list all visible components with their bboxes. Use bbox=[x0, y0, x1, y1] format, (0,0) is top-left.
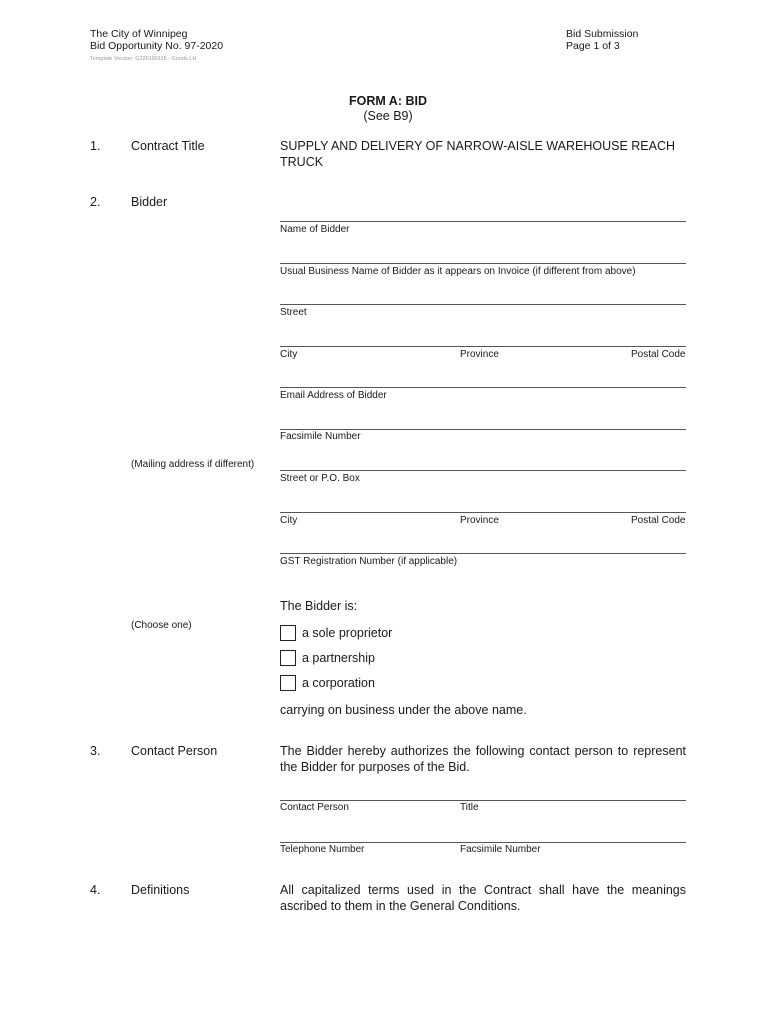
section-4-number: 4. bbox=[90, 883, 101, 897]
section-4-label: Definitions bbox=[131, 883, 190, 897]
definitions-text: All capitalized terms used in the Contract shall have the meanings ascribed to them in the General Conditions. bbox=[280, 883, 686, 913]
street-label: Street bbox=[280, 307, 307, 318]
section-3-label: Contact Person bbox=[131, 744, 218, 758]
bidder-type-heading: The Bidder is: bbox=[280, 599, 358, 613]
corporation-label: a corporation bbox=[302, 676, 375, 690]
choose-one-note: (Choose one) bbox=[131, 620, 192, 631]
sole-proprietor-checkbox[interactable] bbox=[280, 625, 296, 641]
mailing-province-label: Province bbox=[460, 515, 499, 526]
telephone-label: Telephone Number bbox=[280, 844, 365, 855]
contact-person-line[interactable] bbox=[280, 800, 686, 801]
contact-authorization-text: The Bidder hereby authorizes the following contact person to represent the Bidder for purposes of the Bid. bbox=[280, 744, 686, 774]
header-bid-opportunity: Bid Opportunity No. 97-2020 bbox=[90, 40, 224, 52]
corporation-checkbox[interactable] bbox=[280, 675, 296, 691]
business-name-label: Usual Business Name of Bidder as it appears on Invoice (if different from above) bbox=[280, 266, 636, 277]
email-label: Email Address of Bidder bbox=[280, 390, 387, 401]
header-bid-submission: Bid Submission bbox=[566, 28, 639, 40]
partnership-checkbox[interactable] bbox=[280, 650, 296, 666]
contract-title-text: SUPPLY AND DELIVERY OF NARROW-AISLE WAREHOUSE REACH TRUCK bbox=[280, 139, 676, 169]
section-2-label: Bidder bbox=[131, 195, 168, 209]
sole-proprietor-label: a sole proprietor bbox=[302, 626, 393, 640]
contact-person-label: Contact Person bbox=[280, 802, 349, 813]
form-subtitle: (See B9) bbox=[363, 109, 413, 123]
mailing-city-label: City bbox=[280, 515, 298, 526]
partnership-label: a partnership bbox=[302, 651, 375, 665]
gst-line[interactable] bbox=[280, 553, 686, 554]
mailing-city-line[interactable] bbox=[280, 512, 686, 513]
street-po-label: Street or P.O. Box bbox=[280, 473, 360, 484]
fax-line[interactable] bbox=[280, 429, 686, 430]
province-label: Province bbox=[460, 349, 499, 360]
city-label: City bbox=[280, 349, 298, 360]
carrying-on-business-text: carrying on business under the above name. bbox=[280, 703, 527, 717]
section-1-label: Contract Title bbox=[131, 139, 205, 153]
name-of-bidder-line[interactable] bbox=[280, 221, 686, 222]
fax-label: Facsimile Number bbox=[280, 431, 361, 442]
city-province-postal-line[interactable] bbox=[280, 346, 686, 347]
gst-label: GST Registration Number (if applicable) bbox=[280, 556, 458, 567]
postal-code-label: Postal Code bbox=[631, 349, 686, 360]
mailing-address-note: (Mailing address if different) bbox=[131, 459, 255, 470]
street-po-line[interactable] bbox=[280, 470, 686, 471]
section-2-number: 2. bbox=[90, 195, 101, 209]
contact-title-label: Title bbox=[460, 802, 479, 813]
section-3-number: 3. bbox=[90, 744, 101, 758]
section-1-number: 1. bbox=[90, 139, 101, 153]
header-city: The City of Winnipeg bbox=[90, 28, 188, 40]
street-line[interactable] bbox=[280, 304, 686, 305]
header-page-number: Page 1 of 3 bbox=[566, 40, 620, 52]
mailing-postal-label: Postal Code bbox=[631, 515, 686, 526]
template-version-note: Template Version: G320190115 - Goods LH bbox=[90, 56, 197, 62]
contact-fax-label: Facsimile Number bbox=[460, 844, 541, 855]
name-of-bidder-label: Name of Bidder bbox=[280, 224, 350, 235]
email-line[interactable] bbox=[280, 387, 686, 388]
form-title: FORM A: BID bbox=[349, 94, 427, 108]
business-name-line[interactable] bbox=[280, 263, 686, 264]
telephone-fax-line[interactable] bbox=[280, 842, 686, 843]
